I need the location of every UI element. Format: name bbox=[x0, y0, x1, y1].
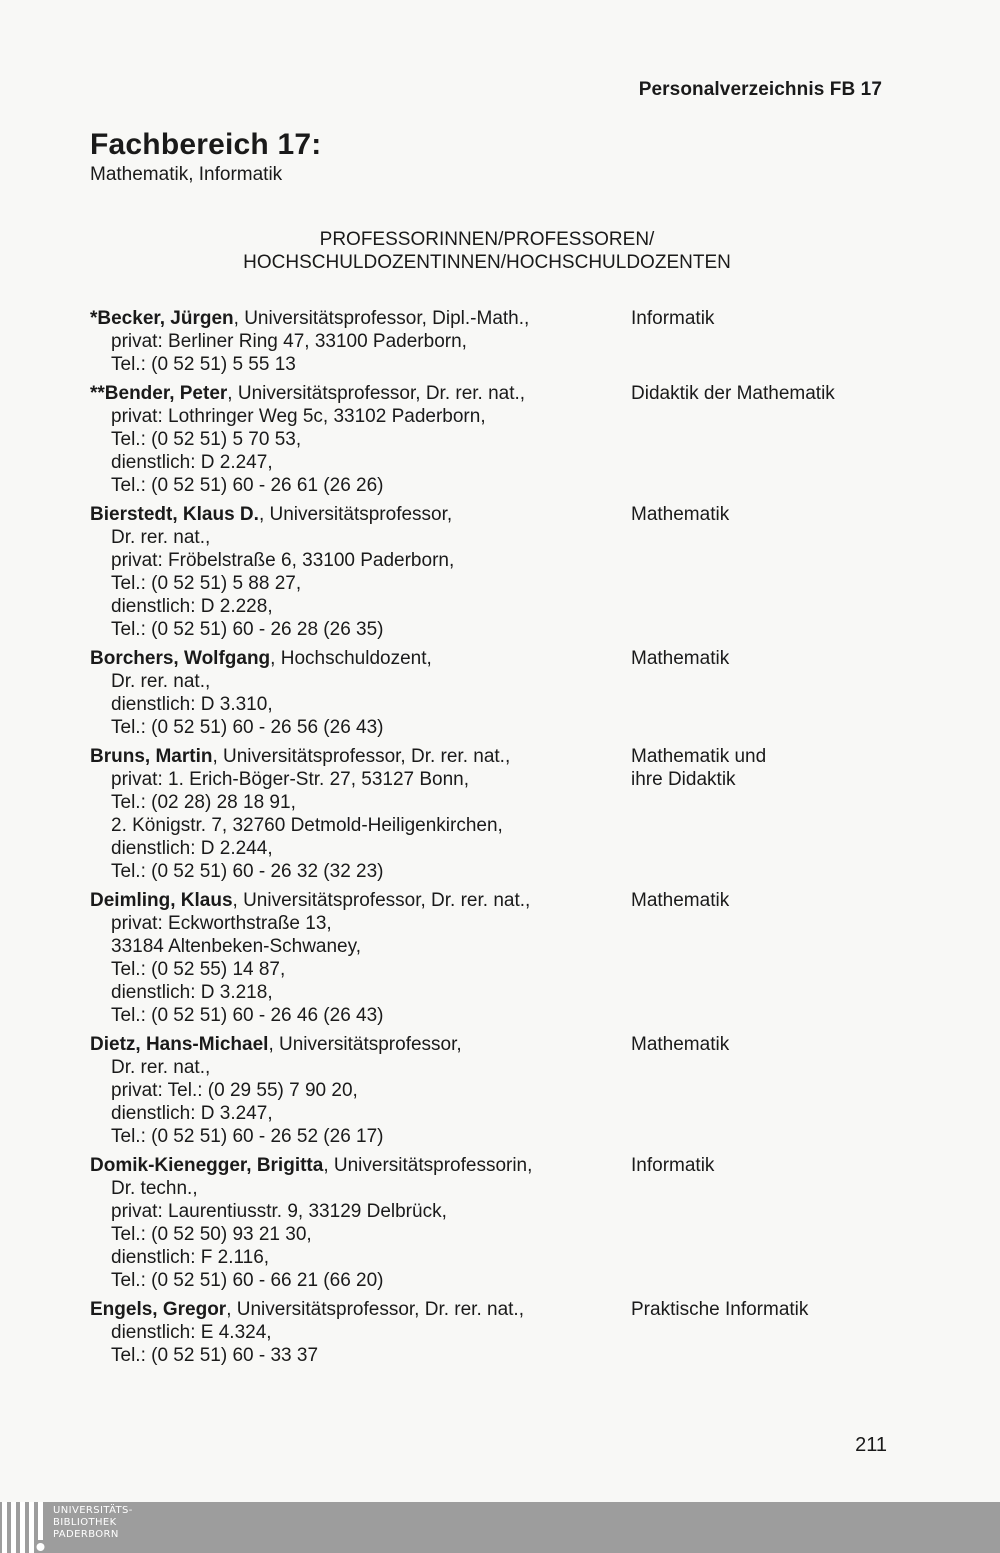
staff-detail-line: Tel.: (0 52 51) 5 70 53, bbox=[111, 429, 302, 450]
staff-detail-line: dienstlich: D 2.247, bbox=[111, 452, 273, 473]
staff-detail-line: Tel.: (0 52 51) 60 - 26 32 (32 23) bbox=[111, 861, 384, 882]
staff-detail-line: dienstlich: D 3.247, bbox=[111, 1103, 273, 1124]
staff-detail-line: dienstlich: D 2.244, bbox=[111, 838, 273, 859]
staff-subject: Mathematik bbox=[631, 890, 730, 911]
staff-subject: Praktische Informatik bbox=[631, 1299, 809, 1320]
library-logo-icon bbox=[0, 1502, 48, 1553]
staff-title: , Universitätsprofessor, Dr. rer. nat., bbox=[212, 746, 511, 767]
section-heading bbox=[0, 228, 974, 274]
running-header: Personalverzeichnis FB 17 bbox=[638, 79, 882, 100]
staff-subject: Mathematik bbox=[631, 504, 730, 525]
staff-detail-line: Tel.: (0 52 51) 60 - 66 21 (66 20) bbox=[111, 1270, 384, 1291]
page-subtitle: Mathematik, Informatik bbox=[90, 164, 283, 185]
section-heading-line: PROFESSORINNEN/PROFESSOREN/ bbox=[319, 229, 655, 250]
page-title: Fachbereich 17: bbox=[90, 128, 322, 161]
staff-detail-line: Dr. techn., bbox=[111, 1178, 198, 1199]
staff-title: , Universitätsprofessorin, bbox=[323, 1155, 533, 1176]
staff-name: Deimling, Klaus bbox=[90, 890, 233, 911]
staff-detail-line: privat: 1. Erich-Böger-Str. 27, 53127 Bonn, bbox=[111, 769, 470, 790]
staff-detail-line: Tel.: (0 52 51) 60 - 26 61 (26 26) bbox=[111, 475, 384, 496]
staff-name: Engels, Gregor bbox=[90, 1299, 227, 1320]
staff-subject: Mathematik und ihre Didaktik bbox=[631, 746, 767, 790]
staff-entry bbox=[90, 745, 910, 883]
staff-detail-line: privat: Fröbelstraße 6, 33100 Paderborn, bbox=[111, 550, 455, 571]
staff-detail-line: dienstlich: D 3.218, bbox=[111, 982, 273, 1003]
staff-detail-line: Tel.: (0 52 51) 60 - 26 46 (26 43) bbox=[111, 1005, 384, 1026]
staff-detail-line: privat: Eckworthstraße 13, bbox=[111, 913, 332, 934]
staff-name: *Becker, Jürgen bbox=[90, 308, 234, 329]
staff-name: Dietz, Hans-Michael bbox=[90, 1034, 269, 1055]
staff-subject: Informatik bbox=[631, 308, 715, 329]
staff-name: Bruns, Martin bbox=[90, 746, 213, 767]
staff-title: , Universitätsprofessor, bbox=[268, 1034, 462, 1055]
staff-detail-line: privat: Lothringer Weg 5c, 33102 Paderborn, bbox=[111, 406, 486, 427]
staff-title: , Universitätsprofessor, Dr. rer. nat., bbox=[227, 383, 526, 404]
library-label: UNIVERSITÄTS- BIBLIOTHEK PADERBORN bbox=[53, 1505, 133, 1540]
staff-title: , Universitätsprofessor, Dr. rer. nat., bbox=[226, 1299, 524, 1320]
staff-entry bbox=[90, 1298, 910, 1367]
staff-detail-line: Tel.: (0 52 51) 5 88 27, bbox=[111, 573, 302, 594]
staff-detail-line: Tel.: (0 52 51) 5 55 13 bbox=[111, 354, 296, 375]
staff-detail-line: Tel.: (0 52 51) 60 - 26 28 (26 35) bbox=[111, 619, 384, 640]
staff-detail-line: dienstlich: E 4.324, bbox=[111, 1322, 272, 1343]
staff-name: Domik-Kienegger, Brigitta bbox=[90, 1155, 324, 1176]
staff-detail-line: 33184 Altenbeken-Schwaney, bbox=[111, 936, 361, 957]
staff-entry bbox=[90, 503, 910, 641]
staff-detail-line: Tel.: (0 52 51) 60 - 33 37 bbox=[111, 1345, 319, 1366]
page-number: 211 bbox=[855, 1434, 887, 1456]
staff-subject: Informatik bbox=[631, 1155, 715, 1176]
staff-subject: Mathematik bbox=[631, 1034, 730, 1055]
staff-title: , Universitätsprofessor, bbox=[258, 504, 453, 525]
staff-entry bbox=[90, 382, 910, 497]
staff-detail-line: Tel.: (0 52 50) 93 21 30, bbox=[111, 1224, 312, 1245]
staff-detail-line: Tel.: (0 52 51) 60 - 26 52 (26 17) bbox=[111, 1126, 384, 1147]
library-footer bbox=[0, 1502, 1000, 1553]
staff-entry bbox=[90, 1154, 910, 1292]
staff-detail-line: Tel.: (02 28) 28 18 91, bbox=[111, 792, 296, 813]
staff-entry bbox=[90, 1033, 910, 1148]
staff-detail-line: dienstlich: D 3.310, bbox=[111, 694, 273, 715]
staff-detail-line: privat: Berliner Ring 47, 33100 Paderborn, bbox=[111, 331, 467, 352]
staff-detail-line: dienstlich: F 2.116, bbox=[111, 1247, 270, 1268]
staff-detail-line: privat: Laurentiusstr. 9, 33129 Delbrück, bbox=[111, 1201, 447, 1222]
section-heading-line: HOCHSCHULDOZENTINNEN/HOCHSCHULDOZENTEN bbox=[243, 252, 731, 273]
staff-detail-line: Dr. rer. nat., bbox=[111, 1057, 211, 1078]
staff-detail-line: dienstlich: D 2.228, bbox=[111, 596, 273, 617]
staff-detail-line: 2. Königstr. 7, 32760 Detmold-Heiligenkirchen, bbox=[111, 815, 503, 836]
staff-name: **Bender, Peter bbox=[90, 383, 228, 404]
staff-detail-line: Dr. rer. nat., bbox=[111, 527, 211, 548]
staff-detail-line: Dr. rer. nat., bbox=[111, 671, 211, 692]
staff-subject: Mathematik bbox=[631, 648, 730, 669]
staff-entry bbox=[90, 307, 910, 376]
staff-entry bbox=[90, 647, 910, 739]
staff-detail-line: Tel.: (0 52 51) 60 - 26 56 (26 43) bbox=[111, 717, 384, 738]
staff-entry bbox=[90, 889, 910, 1027]
staff-title: , Universitätsprofessor, Dipl.-Math., bbox=[233, 308, 530, 329]
staff-name: Bierstedt, Klaus D. bbox=[90, 504, 259, 525]
staff-name: Borchers, Wolfgang bbox=[90, 648, 271, 669]
staff-list bbox=[90, 307, 910, 1373]
staff-subject: Didaktik der Mathematik bbox=[631, 383, 835, 404]
staff-title: , Hochschuldozent, bbox=[270, 648, 432, 669]
staff-detail-line: privat: Tel.: (0 29 55) 7 90 20, bbox=[111, 1080, 358, 1101]
staff-detail-line: Tel.: (0 52 55) 14 87, bbox=[111, 959, 286, 980]
staff-title: , Universitätsprofessor, Dr. rer. nat., bbox=[232, 890, 531, 911]
